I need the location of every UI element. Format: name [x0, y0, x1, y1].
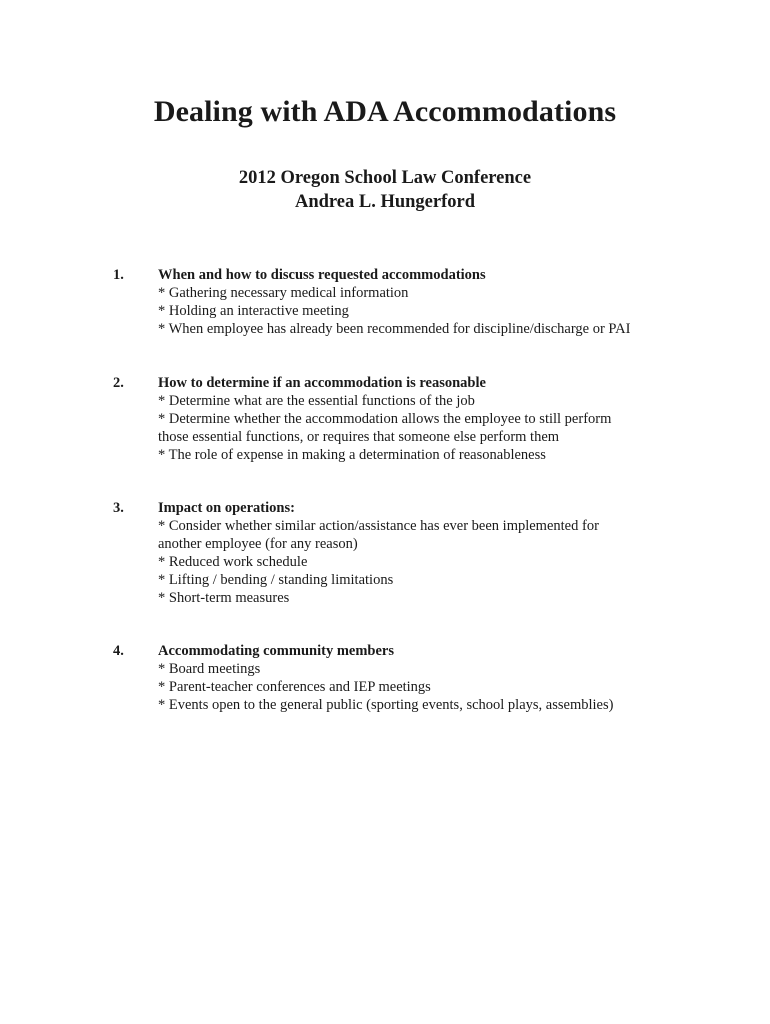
section-bullet-continuation: those essential functions, or requires that someone else perform them [158, 429, 560, 445]
section-number: 4. [113, 643, 124, 659]
section-bullet: * Determine what are the essential functions of the job [158, 393, 475, 409]
section-heading: When and how to discuss requested accommodations [158, 267, 486, 283]
section-bullet: * Board meetings [158, 661, 261, 677]
section-bullet: * When employee has already been recommended for discipline/discharge or PAI [158, 321, 631, 337]
section-number: 3. [113, 500, 124, 516]
section-heading: How to determine if an accommodation is reasonable [158, 375, 486, 391]
section-body [158, 499, 678, 607]
section-bullet: * Holding an interactive meeting [158, 303, 349, 319]
section-body [158, 374, 678, 464]
section-number: 1. [113, 267, 124, 283]
section-heading: Accommodating community members [158, 643, 394, 659]
section-bullet: * Short-term measures [158, 590, 290, 606]
section-body [158, 642, 678, 714]
section-bullet: * Events open to the general public (sporting events, school plays, assemblies) [158, 697, 614, 713]
conference-name: 2012 Oregon School Law Conference [238, 168, 532, 188]
section-number: 2. [113, 375, 124, 391]
section-bullet: * Reduced work schedule [158, 554, 308, 570]
section-bullet-continuation: another employee (for any reason) [158, 536, 358, 552]
section-bullet: * Determine whether the accommodation allows the employee to still perform [158, 411, 612, 427]
section-body [158, 266, 678, 338]
section-bullet: * Consider whether similar action/assistance has ever been implemented for [158, 518, 599, 534]
section-bullet: * Lifting / bending / standing limitations [158, 572, 394, 588]
section-bullet: * Parent-teacher conferences and IEP meetings [158, 679, 431, 695]
section-bullet: * Gathering necessary medical information [158, 285, 409, 301]
document-title: Dealing with ADA Accommodations [153, 95, 617, 128]
section-heading: Impact on operations: [158, 500, 295, 516]
section-bullet: * The role of expense in making a determination of reasonableness [158, 447, 546, 463]
author-name: Andrea L. Hungerford [294, 192, 476, 212]
